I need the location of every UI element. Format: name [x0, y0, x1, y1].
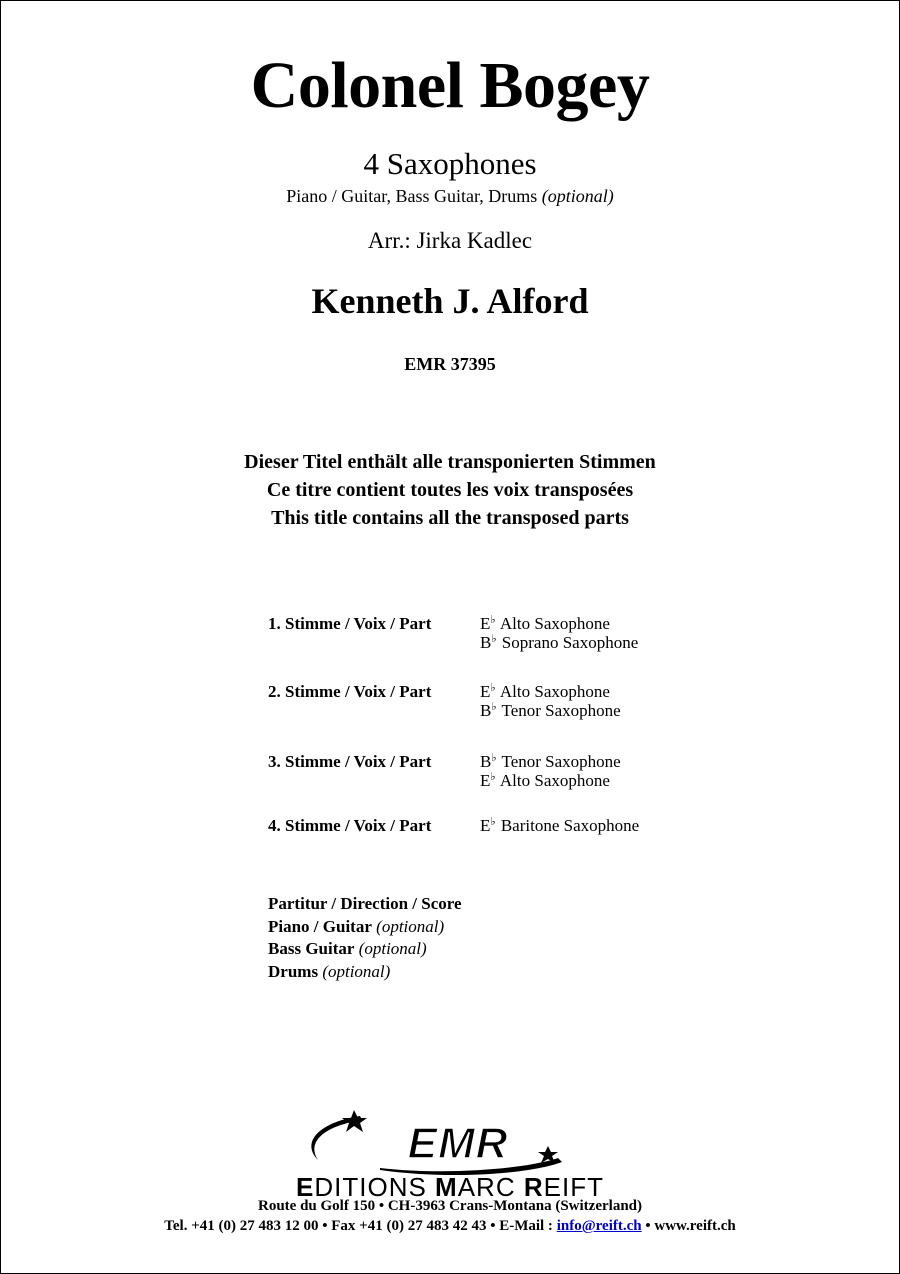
part-instruments: [480, 614, 638, 652]
instrument-name: Tenor Saxophone: [501, 701, 621, 720]
instrumentation-optional: (optional): [541, 186, 614, 206]
part-label: 2. Stimme / Voix / Part: [268, 682, 432, 701]
flat-sign: ♭: [490, 771, 496, 783]
flat-sign: ♭: [490, 614, 496, 626]
extra-item: [268, 961, 462, 984]
extra-label: Bass Guitar: [268, 939, 355, 958]
additional-parts: [268, 893, 462, 983]
key-letter: E: [480, 614, 491, 633]
instrument-name: Baritone Saxophone: [500, 816, 640, 835]
part-instruments: [480, 816, 639, 835]
publisher-initial: E: [296, 1172, 315, 1202]
email-link[interactable]: info@reift.ch: [556, 1218, 642, 1234]
instrument-name: Tenor Saxophone: [501, 752, 621, 771]
extra-optional: (optional): [322, 961, 391, 981]
key-letter: E: [480, 816, 491, 835]
part-label: 1. Stimme / Voix / Part: [268, 614, 432, 633]
instrumentation-text: Piano / Guitar, Bass Guitar, Drums: [286, 186, 538, 206]
key-letter: E: [480, 682, 491, 701]
instrument-line: [480, 633, 638, 652]
arranger: Arr.: Jirka Kadlec: [367, 228, 533, 253]
instrument-name: Soprano Saxophone: [501, 633, 639, 652]
flat-sign: ♭: [491, 752, 497, 764]
publisher-address: Route du Golf 150 • CH-3963 Crans-Montana (Switzerland): [258, 1198, 642, 1214]
extra-optional: (optional): [376, 916, 445, 936]
publisher-contact: [0, 1218, 900, 1235]
publisher-initial: R: [523, 1172, 544, 1202]
instrument-line: [480, 771, 621, 790]
instrument-line: [480, 614, 638, 633]
instrument-line: [480, 701, 621, 720]
instrument-name: Alto Saxophone: [499, 771, 610, 790]
flat-sign: ♭: [491, 701, 497, 713]
part-label: 4. Stimme / Voix / Part: [268, 816, 432, 835]
publisher-word: ARC: [457, 1172, 524, 1202]
logo-text: EMR: [407, 1119, 509, 1168]
extra-item: [268, 893, 462, 916]
instrument-line: [480, 752, 621, 771]
note-english: This title contains all the transposed parts: [271, 507, 629, 529]
key-letter: B: [480, 701, 492, 720]
instrument-line: [480, 816, 639, 835]
composer: Kenneth J. Alford: [311, 281, 589, 321]
contact-phone-fax: Tel. +41 (0) 27 483 12 00 • Fax +41 (0) 27 483 42 43 • E-Mail :: [164, 1218, 557, 1234]
key-letter: E: [480, 771, 491, 790]
extra-label: Drums: [268, 961, 319, 981]
extra-label: Piano / Guitar: [268, 916, 372, 936]
extra-item: [268, 916, 462, 939]
note-german: Dieser Titel enthält alle transponierten Stimmen: [244, 451, 656, 473]
part-instruments: [480, 682, 621, 720]
instrument-name: Alto Saxophone: [499, 614, 610, 633]
key-letter: B: [480, 752, 492, 771]
part-label: 3. Stimme / Voix / Part: [268, 752, 432, 771]
catalog-number: EMR 37395: [404, 354, 496, 374]
extra-item: [268, 938, 462, 961]
part-instruments: [480, 752, 621, 790]
piece-title: Colonel Bogey: [250, 49, 650, 122]
key-letter: B: [480, 633, 492, 652]
flat-sign: ♭: [490, 682, 496, 694]
ensemble-subtitle: 4 Saxophones: [363, 146, 537, 181]
contact-website: • www.reift.ch: [641, 1218, 736, 1234]
instrumentation-line: [0, 186, 900, 207]
transposition-notes: [0, 448, 900, 532]
flat-sign: ♭: [491, 633, 497, 645]
instrument-name: Alto Saxophone: [499, 682, 610, 701]
publisher-word: DITIONS: [314, 1172, 436, 1202]
publisher-word: EIFT: [543, 1172, 604, 1202]
extra-optional: (optional): [358, 939, 427, 958]
publisher-initial: M: [435, 1172, 458, 1202]
flat-sign: ♭: [490, 816, 496, 828]
emr-logo: [300, 1108, 600, 1178]
note-french: Ce titre contient toutes les voix transposées: [266, 479, 634, 501]
extra-label: Partitur / Direction / Score: [268, 894, 462, 913]
instrument-line: [480, 682, 621, 701]
